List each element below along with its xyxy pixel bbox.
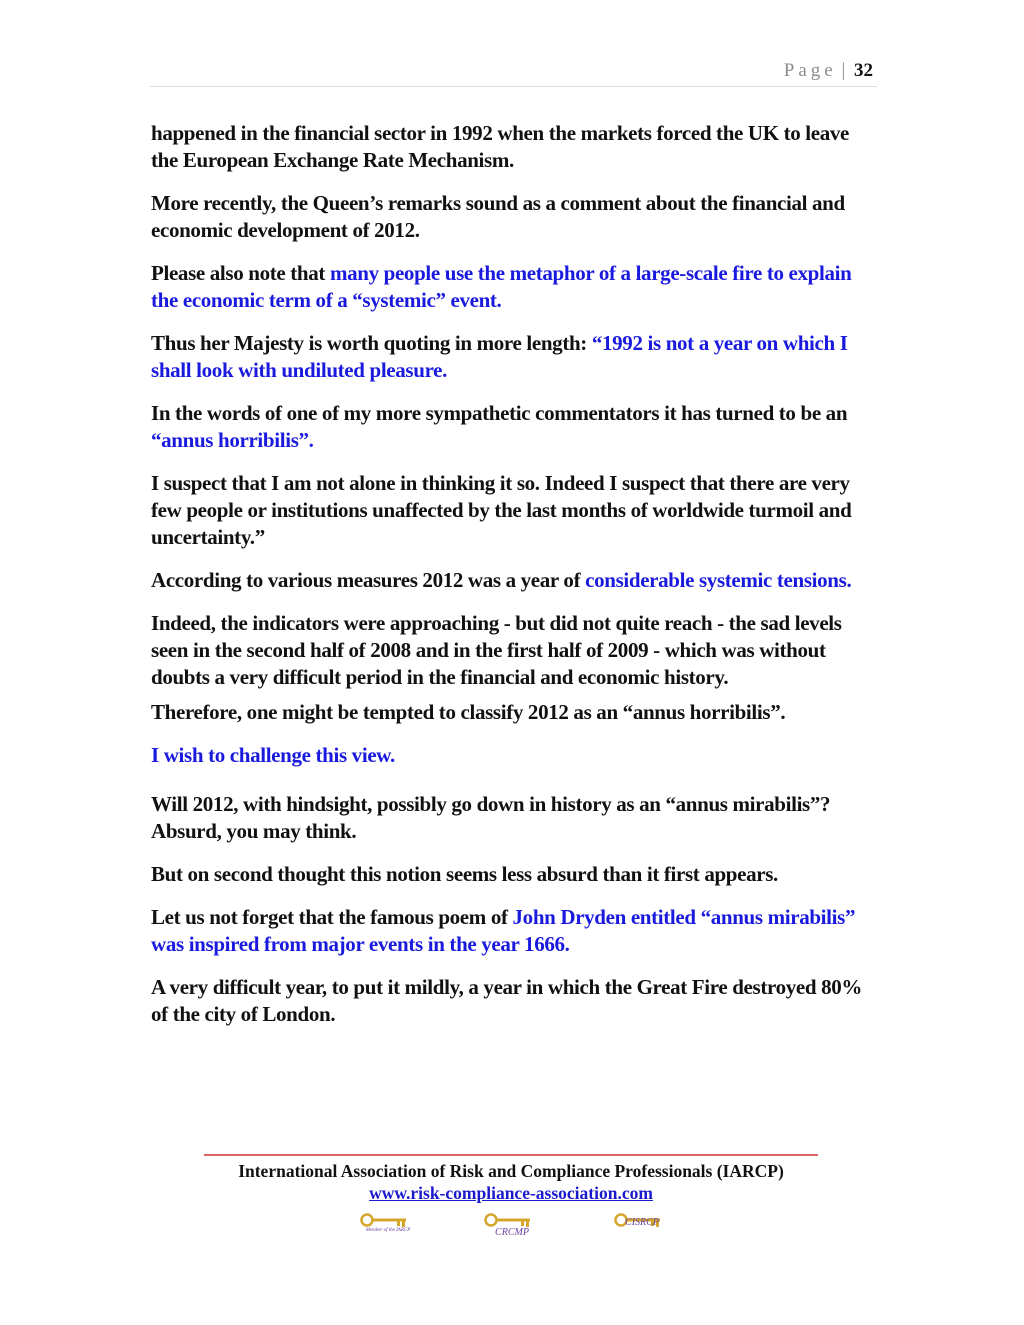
paragraph-text: Indeed, the indicators were approaching - but did not quite reach - the sad levels seen in the second half of 2008 and in the first half of 2009 - which was without doubts a very difficult period in the financial and economic history.: [151, 611, 842, 689]
paragraph-13: [151, 904, 873, 958]
paragraph-10: [151, 742, 873, 769]
page-separator: |: [841, 60, 846, 81]
highlighted-text: “1992 is not a year on which I shall look with undiluted pleasure.: [151, 331, 848, 382]
highlighted-text: many people use the metaphor of a large-scale fire to explain the economic term of a “systemic” event.: [151, 261, 852, 312]
page-footer: [204, 1154, 818, 1204]
member-key-logo: [360, 1212, 416, 1240]
highlighted-text: John Dryden entitled “annus mirabilis” was inspired from major events in the year 1666.: [151, 905, 856, 956]
paragraph-9: [151, 699, 873, 726]
key-icon: [360, 1212, 410, 1228]
key-icon: [484, 1212, 534, 1228]
logo-caption: CISRCP: [625, 1217, 659, 1228]
organization-name: International Association of Risk and Compliance Professionals (IARCP): [238, 1161, 784, 1181]
paragraph-text: Will 2012, with hindsight, possibly go down in history as an “annus mirabilis”? Absurd, you may think.: [151, 792, 831, 843]
paragraph-text: More recently, the Queen’s remarks sound as a comment about the financial and economic development of 2012.: [151, 191, 845, 242]
highlighted-text: considerable systemic tensions.: [585, 568, 852, 592]
footer-divider: [204, 1154, 818, 1156]
paragraph-text: According to various measures 2012 was a year of: [151, 568, 586, 592]
paragraph-text: Therefore, one might be tempted to classify 2012 as an “annus horribilis”.: [151, 700, 786, 724]
paragraph-14: [151, 974, 873, 1028]
paragraph-text: A very difficult year, to put it mildly, a year in which the Great Fire destroyed 80% of the city of London.: [151, 975, 863, 1026]
page-number: 32: [854, 60, 873, 81]
paragraph-text: Let us not forget that the famous poem of: [151, 905, 513, 929]
page-number-label: [784, 58, 873, 84]
logo-caption: CRCMP: [495, 1227, 529, 1238]
cisrcp-key-logo: [614, 1212, 670, 1240]
paragraph-text: Please also note that: [151, 261, 330, 285]
paragraph-3: [151, 260, 873, 314]
paragraph-4: [151, 330, 873, 384]
highlighted-text: “annus horribilis”.: [151, 428, 314, 452]
logo-caption: Member of the IARCP: [365, 1228, 411, 1233]
paragraph-12: [151, 861, 873, 888]
paragraph-text: I suspect that I am not alone in thinking it so. Indeed I suspect that there are very few people or institutions unaffected by the last months of worldwide turmoil and uncertainty.”: [151, 471, 852, 549]
paragraph-5: [151, 400, 873, 454]
crcmp-key-logo: [484, 1212, 540, 1240]
paragraph-1: [151, 120, 873, 174]
website-link[interactable]: www.risk-compliance-association.com: [369, 1183, 653, 1203]
page-word: Page: [783, 60, 837, 81]
document-body: [151, 120, 873, 1028]
highlighted-text: I wish to challenge this view.: [151, 743, 395, 767]
paragraph-text: Thus her Majesty is worth quoting in more length:: [151, 331, 592, 355]
paragraph-2: [151, 190, 873, 244]
page-header: [150, 58, 877, 87]
paragraph-text: In the words of one of my more sympathetic commentators it has turned to be an: [151, 401, 848, 425]
paragraph-11: [151, 791, 873, 845]
paragraph-text: But on second thought this notion seems less absurd than it first appears.: [151, 862, 778, 886]
paragraph-6: [151, 470, 873, 551]
paragraph-7: [151, 567, 873, 594]
paragraph-text: happened in the financial sector in 1992 when the markets forced the UK to leave the European Exchange Rate Mechanism.: [151, 121, 850, 172]
paragraph-8: [151, 610, 873, 691]
